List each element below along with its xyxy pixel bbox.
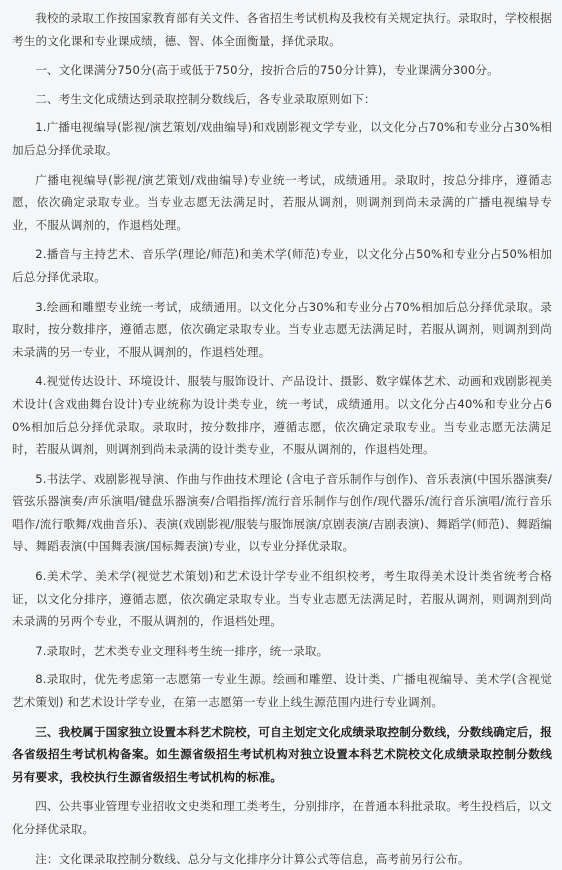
intro-paragraph: 我校的录取工作按国家教育部有关文件、各省招生考试机构及我校有关规定执行。录取时，学校根据考生的文化课和专业课成绩，德、智、体全面衡量，择优录取。 <box>12 11 552 48</box>
rule-two-item-8: 8.录取时，优先考虑第一志愿第一专业生源。绘画和雕塑、设计类、广播电视编导、美术学(含视觉艺术策划) 和艺术设计学专业，在第一志愿第一专业上线生源范围内进行专业调剂。 <box>12 672 552 710</box>
rule-one-paragraph: 一、文化课满分750分(高于或低于750分，按折合后的750分计算)，专业课满分300分。 <box>35 63 499 78</box>
rule-two-item-6: 6.美术学、美术学(视觉艺术策划)和艺术设计学专业不组织校考，考生取得美术设计类省统考合格证，以文化分排序，遵循志愿，依次确定录取专业。当专业志愿无法满足时，若服从调剂，则调剂到尚未录满的另两个专业，不服从调剂的，作退档处理。 <box>12 569 552 629</box>
note-paragraph: 注：文化课录取控制分数线、总分与文化排序分计算公式等信息，高考前另行公布。 <box>35 851 470 866</box>
rule-four-paragraph: 四、公共事业管理专业招收文史类和理工类考生，分别排序，在普通本科批录取。考生投档后，以文化分择优录取。 <box>12 799 552 836</box>
rule-two-item-3: 3.绘画和雕塑专业统一考试，成绩通用。以文化分占30%和专业分占70%相加后总分择优录取。录取时，按分数排序，遵循志愿，依次确定录取专业。当专业志愿无法满足时，若服从调剂，则调剂到尚未录满的另一专业，不服从调剂的，作退档处理。 <box>12 299 552 359</box>
rule-three-paragraph: 三、我校属于国家独立设置本科艺术院校，可自主划定文化成绩录取控制分数线，分数线确定后，报各省级招生考试机构备案。如生源省级招生考试机构对独立设置本科艺术院校文化成绩录取控制分数线另有要求，我校执行生源省级招生考试机构的标准。 <box>12 724 552 784</box>
rule-two-item-1-detail: 广播电视编导(影视/演艺策划/戏曲编导)专业统一考试，成绩通用。录取时，按总分排序，遵循志愿，依次确定录取专业。当专业志愿无法满足时，若服从调剂，则调剂到尚未录满的广播电视编导专业，不服从调剂的，作退档处理。 <box>12 172 552 232</box>
rule-two-item-2: 2.播音与主持艺术、音乐学(理论/师范)和美术学(师范)专业，以文化分占50%和专业分占50%相加后总分择优录取。 <box>12 247 552 284</box>
rule-two-item-4: 4.视觉传达设计、环境设计、服装与服饰设计、产品设计、摄影、数字媒体艺术、动画和戏剧影视美术设计(含戏曲舞台设计)专业统称为设计类专业，统一考试，成绩通用。以文化分占40%和专业分占60%相加后总分择优录取。录取时，按分数排序，遵循志愿，依次确定录取专业。当专业志愿无法满足时，若服从调剂，则调剂到尚未录满的设计类专业，不服从调剂的，作退档处理。 <box>12 374 552 457</box>
rule-two-heading: 二、考生文化成绩达到录取控制分数线后，各专业录取原则如下： <box>35 91 376 106</box>
rule-two-item-5: 5.书法学、戏剧影视导演、作曲与作曲技术理论 (含电子音乐制作与创作)、音乐表演(中国乐器演奏/管弦乐器演奏/声乐演唱/键盘乐器演奏/合唱指挥/流行音乐制作与创作/现代器乐/流行音乐演唱/流行音乐唱作/流行歌舞/戏曲音乐)、表演(戏剧影视/服装与服饰展演/京剧表演/吉剧表演)、舞蹈学(师范)、舞蹈编导、舞蹈表演(中国舞表演/国标舞表演)专业，以专业分择优录取。 <box>12 471 552 554</box>
rule-two-item-1: 1.广播电视编导(影视/演艺策划/戏曲编导)和戏剧影视文学专业，以文化分占70%和专业分占30%相加后总分择优录取。 <box>12 120 552 157</box>
rule-two-item-7: 7.录取时，艺术类专业文理科考生统一排序，统一录取。 <box>35 643 329 658</box>
